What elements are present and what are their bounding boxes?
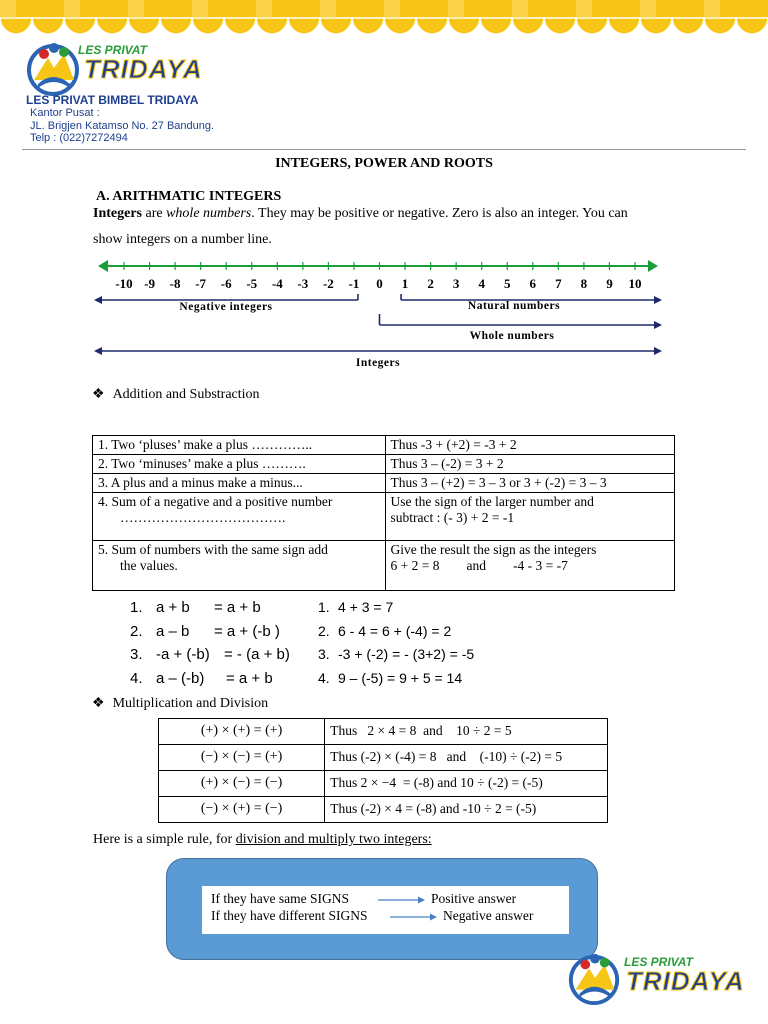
table-cell: Use the sign of the larger number and subtract : (- 3) + 2 = -1 xyxy=(385,493,674,541)
header-scallop-banner xyxy=(0,0,768,38)
whole-range-arrow xyxy=(654,321,662,329)
address: JL. Brigjen Katamso No. 27 Bandung. xyxy=(30,120,215,132)
logo-top-text: LES PRIVAT xyxy=(78,43,147,57)
integers-range-right-arrow xyxy=(654,347,662,355)
addition-table xyxy=(92,435,675,591)
arrow-right-icon xyxy=(390,912,438,922)
table-row xyxy=(93,436,675,455)
integers-range-left-arrow xyxy=(94,347,102,355)
rule-item: 2. a – b = a + (-b ) xyxy=(130,622,280,640)
table-row xyxy=(93,455,675,474)
footer-logo-icon xyxy=(566,950,622,1006)
rule-item: 1. a + b = a + b xyxy=(130,599,261,616)
rule-negative-answer: Negative answer xyxy=(443,908,534,923)
tick-label: -7 xyxy=(195,276,207,291)
label-negative-integers: Negative integers xyxy=(179,301,273,313)
tick-label: 6 xyxy=(529,276,537,291)
table-cell: 5. Sum of numbers with the same sign add the values. xyxy=(93,541,386,591)
table-cell: (−) × (+) = (−) xyxy=(159,797,325,823)
tick-label: 3 xyxy=(452,276,460,291)
table-cell: Thus -3 + (+2) = -3 + 2 xyxy=(385,436,674,455)
addition-heading: ❖ Addition and Substraction xyxy=(92,387,260,402)
phone: Telp : (022)7272494 xyxy=(30,132,128,144)
table-cell: 1. Two ‘pluses’ make a plus ………….. xyxy=(93,436,386,455)
table-cell: (+) × (−) = (−) xyxy=(159,771,325,797)
multiplication-table xyxy=(158,718,608,823)
rule-example: 3. -3 + (-2) = - (3+2) = -5 xyxy=(318,646,475,662)
rule-item: 4. a – (-b) = a + b xyxy=(130,669,273,687)
tick-label: -1 xyxy=(348,276,360,291)
table-cell: Thus 2 × 4 = 8 and 10 ÷ 2 = 5 xyxy=(325,719,608,745)
label-natural-numbers: Natural numbers xyxy=(467,300,561,312)
tick-label: 4 xyxy=(478,276,485,291)
rule-same-signs: If they have same SIGNS xyxy=(211,891,349,906)
natural-range-arrow xyxy=(654,296,662,304)
table-cell: Give the result the sign as the integers 6 + 2 = 8 and -4 - 3 = -7 xyxy=(385,541,674,591)
rule-positive-answer: Positive answer xyxy=(431,891,517,906)
rules-left xyxy=(130,596,290,690)
rule-item: 3. -a + (-b) = - (a + b) xyxy=(130,646,290,663)
table-row xyxy=(93,474,675,493)
axis-right-arrow xyxy=(648,260,658,272)
table-cell: (−) × (−) = (+) xyxy=(159,745,325,771)
number-line-diagram xyxy=(90,252,670,374)
footer-logo-top-text: LES PRIVAT xyxy=(624,955,693,969)
table-cell: 2. Two ‘minuses’ make a plus ………. xyxy=(93,455,386,474)
intro-line-2: show integers on a number line. xyxy=(93,232,272,247)
table-row xyxy=(159,719,608,745)
tick-label: 0 xyxy=(376,276,383,291)
table-cell: (+) × (+) = (+) xyxy=(159,719,325,745)
table-row xyxy=(93,541,675,591)
table-cell: Thus (-2) × 4 = (-8) and -10 ÷ 2 = (-5) xyxy=(325,797,608,823)
axis-left-arrow xyxy=(98,260,108,272)
label-integers: Integers xyxy=(355,357,401,369)
office-label: Kantor Pusat : xyxy=(30,107,100,119)
tick-label: -6 xyxy=(220,276,232,291)
negative-range-arrow xyxy=(94,296,102,304)
table-row xyxy=(159,797,608,823)
multiplication-heading: ❖ Multiplication and Division xyxy=(92,696,269,711)
table-row xyxy=(159,745,608,771)
table-cell: Thus 3 – (-2) = 3 + 2 xyxy=(385,455,674,474)
tick-label: -3 xyxy=(297,276,309,291)
tick-label: -2 xyxy=(322,276,334,291)
tick-label: 10 xyxy=(628,276,642,291)
org-name: LES PRIVAT BIMBEL TRIDAYA xyxy=(26,93,199,107)
tridaya-logo-icon xyxy=(24,40,82,96)
table-row xyxy=(159,771,608,797)
rule-example: 1. 4 + 3 = 7 xyxy=(318,599,394,615)
tick-label: -10 xyxy=(115,276,133,291)
table-row xyxy=(93,493,675,541)
logo-brand: TRIDAYA xyxy=(84,54,203,84)
section-a-heading: A. ARITHMATIC INTEGERS xyxy=(96,189,282,204)
tick-label: -5 xyxy=(246,276,258,291)
arrow-right-icon xyxy=(378,895,426,905)
tick-label: 9 xyxy=(606,276,613,291)
rules-right xyxy=(318,596,474,690)
table-cell: Thus 3 – (+2) = 3 – 3 or 3 + (-2) = 3 – 3 xyxy=(385,474,674,493)
simple-rule-lead: Here is a simple rule, for division and multiply two integers: xyxy=(93,832,432,847)
table-cell: 3. A plus and a minus make a minus... xyxy=(93,474,386,493)
diamond-bullet-icon: ❖ xyxy=(92,387,105,402)
table-cell: Thus 2 × −4 = (-8) and 10 ÷ (-2) = (-5) xyxy=(325,771,608,797)
rule-example: 2. 6 - 4 = 6 + (-4) = 2 xyxy=(318,622,452,639)
tick-label: 5 xyxy=(504,276,511,291)
tick-label: 8 xyxy=(580,276,588,291)
tick-label: 1 xyxy=(401,276,409,291)
table-cell: 4. Sum of a negative and a positive number ………………………………. xyxy=(93,493,386,541)
tick-label: 7 xyxy=(555,276,562,291)
table-cell: Thus (-2) × (-4) = 8 and (-10) ÷ (-2) = 5 xyxy=(325,745,608,771)
rule-different-signs: If they have different SIGNS xyxy=(211,908,368,923)
tick-label: 2 xyxy=(427,276,434,291)
page-title: INTEGERS, POWER AND ROOTS xyxy=(275,156,493,171)
diamond-bullet-icon: ❖ xyxy=(92,696,105,711)
tick-label: -4 xyxy=(271,276,283,291)
footer-logo-brand: TRIDAYA xyxy=(626,966,745,996)
label-whole-numbers: Whole numbers xyxy=(469,330,555,342)
tick-label: -8 xyxy=(169,276,181,291)
rule-example: 4. 9 – (-5) = 9 + 5 = 14 xyxy=(318,669,463,686)
tick-label: -9 xyxy=(144,276,155,291)
intro-line-1: Integers are whole numbers. They may be positive or negative. Zero is also an integer. You can xyxy=(93,206,628,221)
header-divider xyxy=(22,149,746,150)
